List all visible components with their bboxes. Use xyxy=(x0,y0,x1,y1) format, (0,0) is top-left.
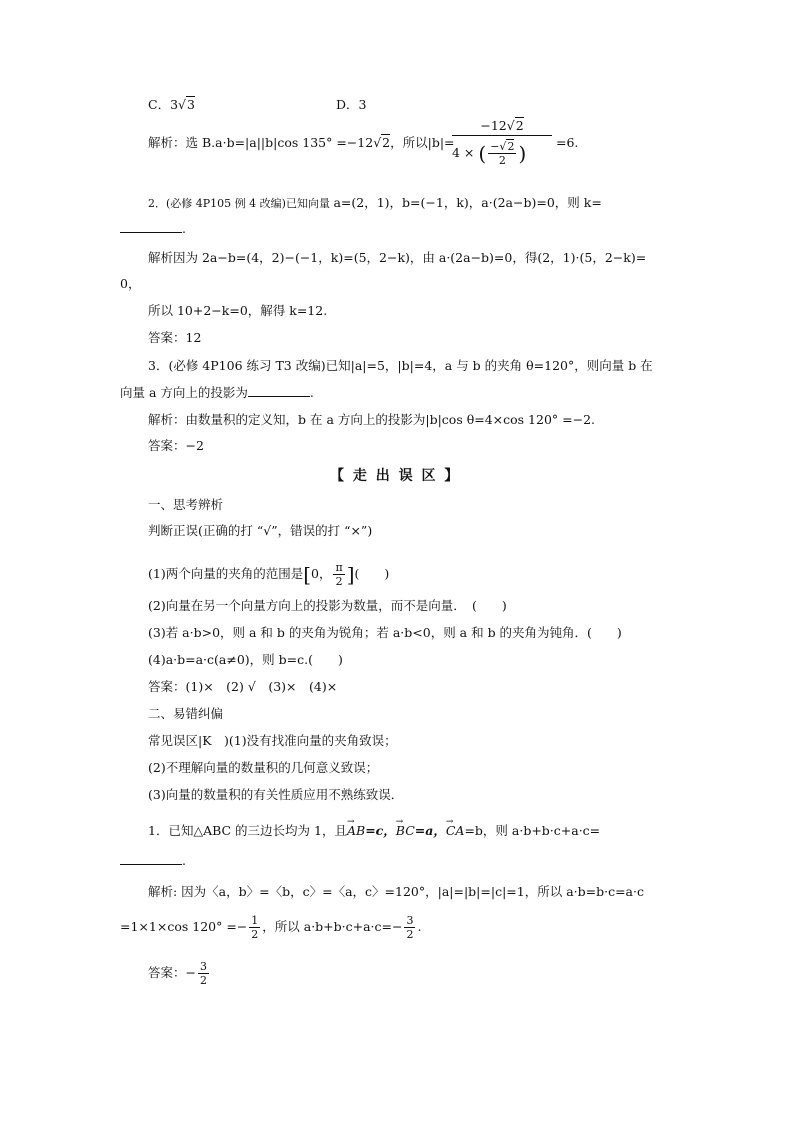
part-1-title: 一、思考辨析 xyxy=(148,497,224,512)
solution-3-line1: 解析：由数量积的定义知，b 在 a 方向上的投影为|b|cos θ=4×cos 120° =−2. xyxy=(148,412,596,427)
solution-0-prefix: 解析：选 B. xyxy=(148,135,216,150)
answer-num: 3 xyxy=(199,960,207,973)
question-4 xyxy=(148,822,600,840)
answer-blank[interactable] xyxy=(120,220,182,233)
part-1-item-2: (2)向量在另一个向量方向上的投影为数量，而不是向量． ( ) xyxy=(148,598,507,613)
solution-3-answer: 答案：−2 xyxy=(148,438,204,453)
solution-0-result: =6. xyxy=(556,135,579,150)
question-2 xyxy=(148,194,602,213)
solution-0-mid: ，所以|b|= xyxy=(390,135,455,150)
part-2-line1: 常见误区|K )(1)没有找准向量的夹角致误； xyxy=(148,733,397,748)
fraction-numerator: −12 xyxy=(480,118,507,133)
solution-0-root: 2 xyxy=(382,135,391,150)
answer-blank[interactable] xyxy=(248,384,310,397)
interval-left: 0， xyxy=(311,566,332,581)
question-2-end: . xyxy=(182,221,186,236)
inner-root: 2 xyxy=(507,140,515,153)
part-2-title: 二、易错纠偏 xyxy=(148,706,224,721)
solution-2-line2: 0， xyxy=(120,276,141,291)
part-2-line3: (3)向量的数量积的有关性质应用不熟练致误． xyxy=(148,787,404,802)
answer-prefix: 答案：− xyxy=(148,965,196,980)
question-4-eq-a: =a， xyxy=(414,823,446,838)
question-4-eq-c: =c， xyxy=(365,823,396,838)
solution-4-answer xyxy=(148,960,211,987)
frac2-den: 2 xyxy=(406,928,414,941)
part-2-line2: (2)不理解向量的数量积的几何意义致误； xyxy=(148,760,379,775)
inner-den: 2 xyxy=(498,154,506,167)
vector-bc: → BC xyxy=(396,822,415,840)
solution-4-line2-end: . xyxy=(417,919,422,934)
question-3-line2 xyxy=(120,384,314,402)
vector-ab: → AB xyxy=(347,822,365,840)
part-1-instruction: 判断正误(正确的打 “√”，错误的打 “×”) xyxy=(148,523,373,538)
section-title: 【 走 出 误 区 】 xyxy=(330,468,461,484)
question-4-blank-line xyxy=(120,852,186,870)
fraction-numerator-root: 2 xyxy=(515,118,524,133)
question-4-eq-b: =b，则 a·b+b·c+a·c= xyxy=(464,823,601,838)
part-1-item-4: (4)a·b=a·c(a≠0)，则 b=c.( ) xyxy=(148,652,343,667)
part-1-answer: 答案：(1)× (2) √ (3)× (4)× xyxy=(148,679,338,694)
question-2-blank-line xyxy=(120,220,186,238)
solution-2-line1: 解析因为 2a−b=(4，2)−(−1，k)=(5，2−k)，由 a·(2a−b)=0，得(2，1)·(5，2−k)= xyxy=(148,250,647,265)
question-4-end: . xyxy=(182,853,186,868)
part-1-item-1: (1)两个向量的夹角的范围是[0， $\frac{\pi}{2}$ ]( ) xyxy=(148,561,390,588)
frac1-den: 2 xyxy=(251,928,259,941)
interval-pi: π xyxy=(335,561,343,574)
inner-sign: − xyxy=(490,140,500,153)
solution-4-line2-prefix: =1×1×cos 120° =− xyxy=(120,919,248,934)
answer-blank[interactable] xyxy=(120,852,182,865)
option-d: D．3 xyxy=(336,97,367,112)
part-1-item-3: (3)若 a·b>0，则 a 和 b 的夹角为锐角；若 a·b<0，则 a 和 b 的夹角为钝角．( ) xyxy=(148,625,622,640)
frac1-num: 1 xyxy=(251,914,259,927)
option-c: C．3√3 xyxy=(148,97,195,112)
interval-two: 2 xyxy=(335,575,343,588)
question-3-line2-prefix: 向量 a 方向上的投影为 xyxy=(120,385,248,400)
solution-0-eq1: a·b=|a||b|cos 135° =−12 xyxy=(215,135,374,150)
item-1-paren: ( ) xyxy=(354,566,390,581)
solution-0: 解析：选 B.a·b=|a||b|cos 135° =−12√2，所以|b|= xyxy=(148,135,455,150)
item-1-prefix: (1)两个向量的夹角的范围是 xyxy=(148,566,304,581)
question-2-prefix: 2．(必修 4P105 例 4 改编)已知向量 xyxy=(148,197,334,210)
solution-4-line2-mid: ，所以 a·b+b·c+a·c=− xyxy=(262,919,403,934)
question-4-prefix: 1．已知△ABC 的三边长均为 1，且 xyxy=(148,823,347,838)
solution-2-line3: 所以 10+2−k=0，解得 k=12. xyxy=(148,303,328,318)
solution-4-line1: 解析: 因为〈a，b〉=〈b，c〉=〈a，c〉=120°，|a|=|b|=|c|=1，所以 a·b=b·c=a·c xyxy=(148,884,644,899)
solution-2-answer: 答案：12 xyxy=(148,330,202,345)
option-c-root: 3 xyxy=(187,97,195,112)
question-2-body: a=(2，1)，b=(−1，k)，a·(2a−b)=0，则 k= xyxy=(333,195,602,210)
fraction-denominator-prefix: 4 × xyxy=(452,145,475,160)
vector-ca: → CA xyxy=(446,822,465,840)
frac2-num: 3 xyxy=(406,914,414,927)
answer-den: 2 xyxy=(199,974,207,987)
solution-0-fraction: −12√2 4 × ( $\frac{-√2}{2}$ ) xyxy=(452,118,552,167)
option-c-label: C．3 xyxy=(148,97,179,112)
question-3-line1: 3．(必修 4P106 练习 T3 改编)已知|a|=5，|b|=4，a 与 b 的夹角 θ=120°，则向量 b 在 xyxy=(148,358,653,373)
question-3-end: . xyxy=(309,385,314,400)
solution-4-line2 xyxy=(120,914,421,941)
